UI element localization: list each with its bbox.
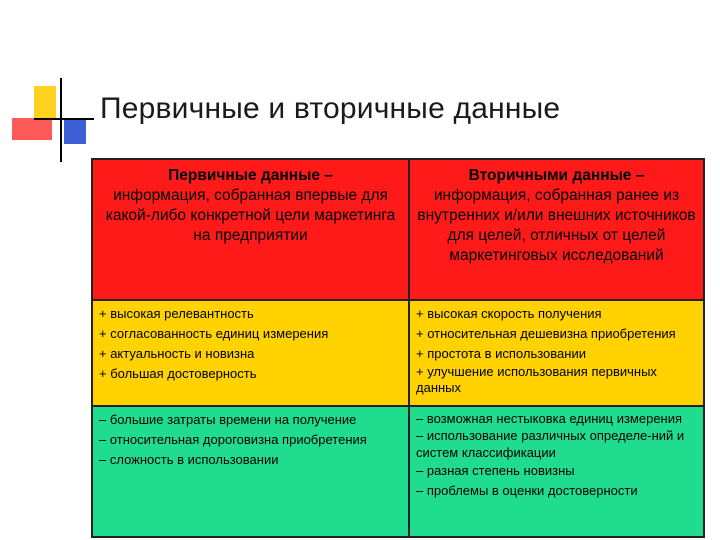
logo-blue-square [64, 120, 86, 144]
list-item: + высокая скорость получения [416, 306, 602, 321]
list-item: – разная степень новизны [416, 463, 575, 478]
disadvantages-row [92, 406, 704, 537]
list-item: + высокая релевантность [99, 306, 254, 321]
list-item: + улучшение использования первичных данных [416, 364, 657, 395]
list-item: – относительная дороговизна приобретения [99, 432, 367, 447]
decorative-logo [0, 0, 100, 170]
list-item: – сложность в использовании [99, 452, 279, 467]
primary-disadvantages-list [99, 410, 402, 470]
logo-horizontal-line [34, 118, 94, 120]
logo-red-square [12, 118, 52, 140]
primary-definition: информация, собранная впервые для какой-либо конкретной цели маркетинга на предприятии [105, 187, 396, 244]
secondary-advantages-cell [409, 300, 704, 406]
primary-disadvantages-cell [92, 406, 409, 537]
logo-yellow-square [34, 86, 56, 120]
primary-advantages-list [99, 304, 402, 384]
list-item: + относительная дешевизна приобретения [416, 326, 676, 341]
secondary-disadvantages-list [416, 410, 697, 501]
list-item: + актуальность и новизна [99, 346, 255, 361]
page-title: Первичные и вторичные данные [100, 92, 561, 125]
list-item: + простота в использовании [416, 346, 586, 361]
list-item: – проблемы в оценки достоверности [416, 483, 638, 498]
list-item: – возможная нестыковка единиц измерения [416, 411, 683, 426]
logo-vertical-line [60, 78, 62, 162]
secondary-definition-cell [409, 159, 704, 300]
secondary-advantages-list [416, 304, 697, 396]
primary-definition-cell [92, 159, 409, 300]
comparison-table [91, 158, 705, 538]
definition-row [92, 159, 704, 300]
advantages-row [92, 300, 704, 406]
list-item: – использование различных определе-ний и систем классификации [416, 428, 685, 460]
primary-heading: Первичные данные – [168, 167, 333, 184]
list-item: + большая достоверность [99, 366, 257, 381]
secondary-disadvantages-cell [409, 406, 704, 537]
list-item: – большие затраты времени на получение [99, 412, 357, 427]
secondary-definition: информация, собранная ранее из внутренних и/или внешних источников для целей, отличных от целей маркетинговых исследований [417, 187, 696, 264]
primary-advantages-cell [92, 300, 409, 406]
list-item: + согласованность единиц измерения [99, 326, 329, 341]
secondary-heading: Вторичными данные – [468, 167, 645, 184]
